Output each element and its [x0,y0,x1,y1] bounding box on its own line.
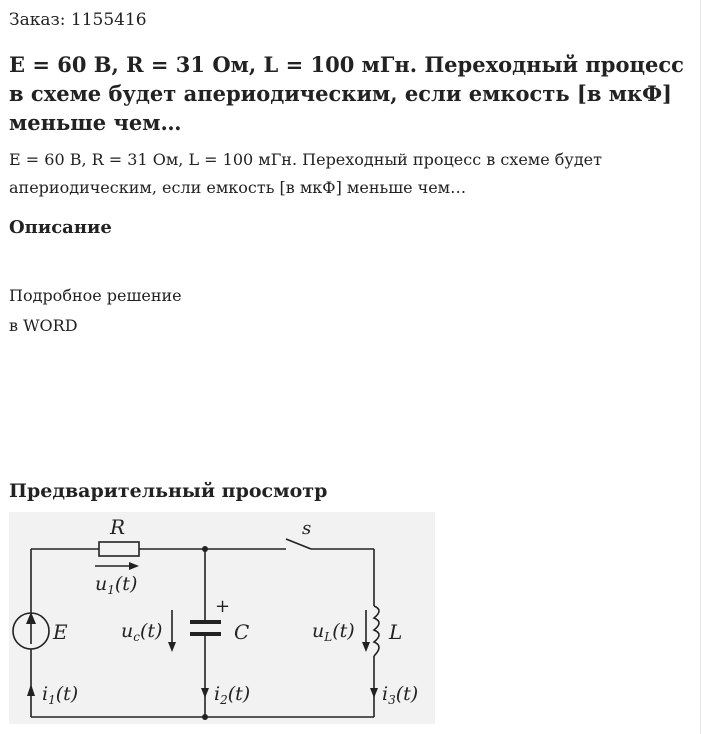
circuit-diagram [9,512,435,724]
capacitor-plus-label: + [215,596,231,617]
current-i1-label: $i_1(t)$ [42,683,79,707]
voltage-u1-label: $u_1(t)$ [95,573,138,597]
inductor-label: L [389,620,403,644]
resistor-label: R [110,515,126,539]
order-number: Заказ: 1155416 [9,10,147,30]
resistor-symbol [99,542,139,556]
page-title: E = 60 В, R = 31 Ом, L = 100 мГн. Переходный процесс в схеме будет апериодическим, если емкость [в мкФ] меньше чем… [9,52,684,135]
capacitor-plate-top [190,620,221,624]
task-summary: E = 60 В, R = 31 Ом, L = 100 мГн. Переходный процесс в схеме будет апериодическим, если емкость [в мкФ] меньше чем… [9,150,602,197]
description-text [9,281,182,341]
switch-label: s [302,518,312,539]
capacitor-plate-bottom [190,632,221,636]
description-line-1: Подробное решение [9,286,182,305]
description-heading: Описание [9,217,112,238]
circuit-preview-image [9,512,435,724]
voltage-ul-label: $u_L(t)$ [312,620,355,644]
voltage-uc-label: $u_c(t)$ [121,620,163,644]
description-line-2: в WORD [9,316,78,335]
current-i3-label: $i_3(t)$ [382,683,419,707]
preview-heading: Предварительный просмотр [9,480,328,502]
inductor-symbol [374,606,379,656]
source-label: E [53,620,68,644]
current-i2-label: $i_2(t)$ [214,683,251,707]
capacitor-label: C [234,620,250,644]
